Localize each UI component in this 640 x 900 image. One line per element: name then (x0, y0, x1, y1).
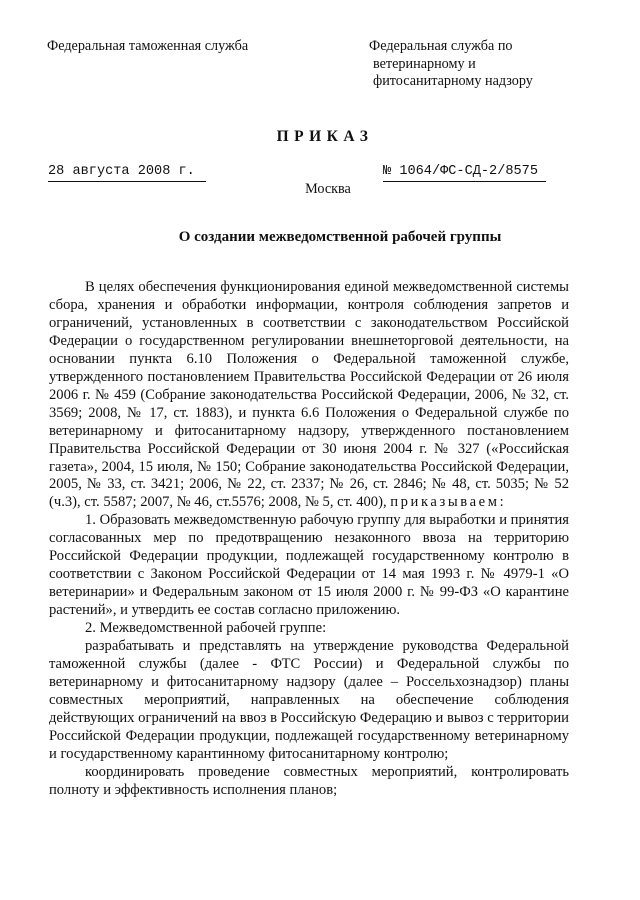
issuer-left: Федеральная таможенная служба (47, 38, 249, 54)
preamble-paragraph (49, 279, 569, 512)
issuer-right-line: Федеральная служба по (369, 38, 513, 54)
issuer-right-line: ветеринарному и (373, 55, 476, 72)
clause-2: 2. Межведомственной рабочей группе: (85, 620, 327, 637)
document-type-title: ПРИКАЗ (276, 128, 374, 145)
issuer-right-line: фитосанитарному надзору (373, 73, 533, 89)
order-body (49, 279, 569, 800)
order-word: приказываем: (390, 494, 507, 511)
order-number: № 1064/ФС-СД-2/8575 (383, 165, 546, 182)
issuer-right (369, 38, 533, 91)
clause-2-item: координировать проведение совместных мероприятий, контролировать полноту и эффективность исполнения планов; (49, 763, 569, 798)
order-subject: О создании межведомственной рабочей группы (178, 229, 502, 245)
order-date: 28 августа 2008 г. (48, 165, 206, 182)
preamble-text: В целях обеспечения функционирования единой межведомственной системы сбора, хранения и обработки информации, контроля соблюдения запретов и ограничений, установленных в соответствии с законодательством Российской Федерации о государственном регулировании внешнеторговой деятельности, на основании пункта 6.10 Положения о Федеральной таможенной службе, утвержденного постановлением Правительства Российской Федерации от 26 июля 2006 г. № 459 (Собрание законодательства Российской Федерации, 2006, № 32, ст. 3569; 2008, № 17, ст. 1883), и пункта 6.6 Положения о Федеральной службе по ветеринарному и фитосанитарному надзору, утвержденного постановлением Правительства Российской Федерации от 30 июня 2004 г. № 327 («Российская газета», 2004, 15 июля, № 150; Собрание законодательства Российской Федерации, 2005, № 33, ст. 3421; 2006, № 22, ст. 2337; № 26, ст. 2846; № 48, ст. 5035; № 52 (ч.3), ст. 5587; 2007, № 46, ст.5576; 2008, № 5, ст. 400), (49, 279, 569, 511)
clause-2-item: разрабатывать и представлять на утверждение руководства Федеральной таможенной службы (далее - ФТС России) и Федеральной службы по ветеринарному и фитосанитарному надзору (далее – Россельхознадзор) планы совместных мероприятий, направленных на обеспечение соблюдения действующих ограничений на ввоз в Российскую Федерацию и вывоз с территории Российской Федерации продукции, подлежащей государственному ветеринарному и государственному карантинному фитосанитарному контролю; (49, 638, 569, 762)
city: Москва (305, 181, 351, 197)
clause-1: 1. Образовать межведомственную рабочую группу для выработки и принятия согласованных мер по предотвращению незаконного ввоза на территорию Российской Федерации продукции, подлежащей государственному контролю в соответствии с Законом Российской Федерации от 14 мая 1993 г. № 4979-1 «О ветеринарии» и Федеральным законом от 15 июля 2000 г. № 99-ФЗ «О карантине растений», и утвердить ее состав согласно приложению. (49, 512, 570, 619)
